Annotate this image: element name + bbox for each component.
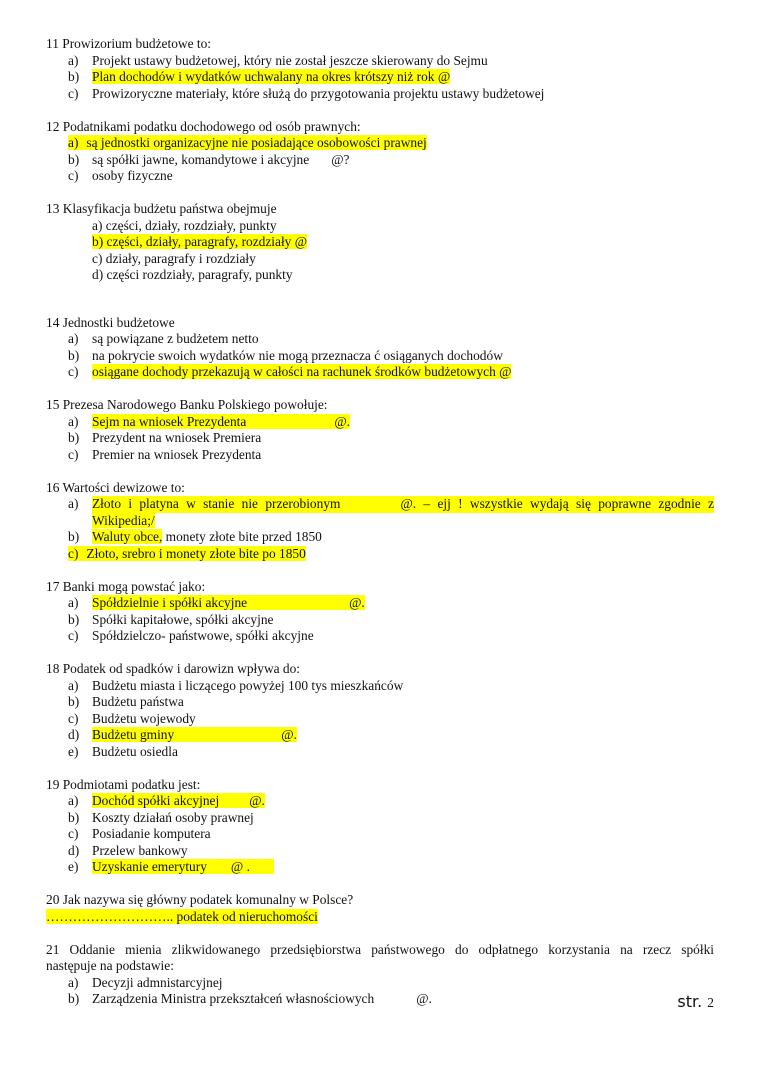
answer-text: Sejm na wniosek Prezydenta: [92, 413, 247, 429]
question-title: 14 Jednostki budżetowe: [46, 314, 175, 330]
answer-mark: @?: [331, 151, 350, 167]
answer-c: [46, 711, 714, 728]
answer-b: [46, 234, 714, 251]
answer-text: monety złote bite przed 1850: [162, 529, 322, 544]
answer-label: a): [68, 496, 79, 511]
answer-text: Zarządzenia Ministra przekształceń własnościowych: [92, 991, 375, 1006]
question-15: [46, 397, 714, 463]
answer-text: Prowizoryczne materiały, które służą do przygotowania projektu ustawy budżetowej: [92, 85, 545, 101]
question-title: 21 Oddanie mienia zlikwidowanego przedsiębiorstwa państwowego do odpłatnego korzystania na rzecz spółki: [46, 941, 714, 957]
answer-label: a): [68, 331, 79, 346]
answer-text-highlighted: Plan dochodów i wydatków uchwalany na okres krótszy niż rok @: [92, 69, 451, 84]
answer-text: osoby fizyczne: [92, 168, 173, 183]
question-11: [46, 36, 714, 102]
answer-label: b): [68, 809, 80, 825]
answer-text: Złoto i platyna w stanie nie przerobionym: [92, 496, 341, 511]
answer-b: [46, 348, 714, 365]
answer-text: Budżetu wojewody: [92, 710, 196, 726]
answer-text-highlighted: Waluty obce,: [92, 529, 163, 544]
answer-d: [46, 727, 714, 744]
answer-c: [46, 168, 714, 185]
answer-a: [46, 678, 714, 695]
question-18: [46, 661, 714, 760]
answer-highlight: [92, 793, 265, 808]
answer-comment: @. – ejj ! wszystkie wydają się poprawne zgodnie z: [400, 496, 714, 511]
answer-label: a): [68, 52, 79, 68]
answer-text: Projekt ustawy budżetowej, który nie został jeszcze skierowany do Sejmu: [92, 52, 488, 68]
answer-label: c): [68, 628, 79, 643]
answer-b: [46, 529, 714, 546]
question-title-continued: następuje na podstawie:: [46, 958, 174, 973]
answer-line: [46, 909, 714, 926]
answer-c: [46, 447, 714, 464]
answer-label: b): [68, 529, 80, 544]
answer-label: a): [68, 974, 79, 990]
answer-a: [46, 595, 714, 612]
question-title: 13 Klasyfikacja budżetu państwa obejmuje: [46, 201, 277, 216]
answer-label: d): [68, 842, 80, 858]
answer-a: [46, 331, 714, 348]
question-14: [46, 315, 714, 381]
answer-highlight: [68, 135, 427, 150]
answer-text: są jednostki organizacyjne nie posiadające osobowości prawnej: [86, 135, 427, 150]
answer-label: b): [68, 694, 80, 709]
answer-text: Dochód spółki akcyjnej: [92, 793, 220, 808]
answer-b: [46, 694, 714, 711]
answer-label: e): [68, 859, 79, 874]
answer-text: na pokrycie swoich wydatków nie mogą przeznacza ć osiąganych dochodów: [92, 347, 503, 363]
answer-c: c) działy, paragrafy i rozdziały: [92, 250, 256, 266]
answer-text: Koszty działań osoby prawnej: [92, 809, 254, 825]
answer-text: Budżetu osiedla: [92, 743, 178, 759]
answer-label: c): [68, 168, 79, 183]
answer-label: c): [68, 85, 79, 101]
answer-a: a) części, działy, rozdziały, punkty: [92, 217, 277, 233]
answer-highlight: [92, 496, 714, 513]
answer-text: Uzyskanie emerytury: [92, 859, 207, 874]
answer-e: [46, 859, 714, 876]
answer-text: Spółdzielczo- państwowe, spółki akcyjne: [92, 628, 314, 643]
answer-highlight: [68, 546, 306, 561]
answer-b: [46, 991, 714, 1008]
question-title: 16 Wartości dewizowe to:: [46, 479, 185, 495]
answer-text: Premier na wniosek Prezydenta: [92, 446, 262, 462]
answer-highlight: [92, 414, 350, 429]
question-title: 15 Prezesa Narodowego Banku Polskiego powołuje:: [46, 397, 328, 412]
answer-label: a): [68, 595, 79, 610]
answer-a: [46, 135, 714, 152]
answer-e: [46, 744, 714, 761]
answer-d: [46, 843, 714, 860]
answer-a: [46, 793, 714, 810]
answer-label: b): [68, 69, 80, 84]
answer-c: [46, 86, 714, 103]
question-title: 17 Banki mogą powstać jako:: [46, 578, 206, 594]
answer-text-highlighted: osiągane dochody przekazują w całości na rachunek środków budżetowych @: [92, 364, 512, 379]
page-number-value: 2: [707, 995, 714, 1010]
answer-text: Prezydent na wniosek Premiera: [92, 430, 262, 445]
answer-label: b): [68, 430, 80, 445]
question-title: 19 Podmiotami podatku jest:: [46, 776, 201, 792]
answer-label: b): [68, 151, 80, 167]
answer-text: Posiadanie komputera: [92, 826, 211, 841]
answer-mark: @ .: [230, 859, 250, 874]
question-title: 20 Jak nazywa się główny podatek komunalny w Polsce?: [46, 892, 354, 907]
answer-text: Złoto, srebro i monety złote bite po 1850: [86, 545, 306, 561]
page-prefix: str.: [677, 992, 703, 1011]
answer-text: Spółki kapitałowe, spółki akcyjne: [92, 611, 274, 627]
answer-label: e): [68, 743, 79, 759]
question-title: 18 Podatek od spadków i darowizn wpływa do:: [46, 661, 301, 676]
answer-label: c): [68, 826, 79, 841]
answer-label: a): [68, 677, 79, 693]
question-20: [46, 892, 714, 925]
answer-label: a): [68, 413, 79, 429]
answer-label: b): [68, 991, 80, 1006]
answer-text: są powiązane z budżetem netto: [92, 331, 259, 346]
answer-mark: @.: [249, 793, 265, 808]
answer-label: d): [68, 727, 80, 742]
answer-c: [46, 546, 714, 563]
answer-b: [46, 430, 714, 447]
answer-label: c): [68, 710, 79, 726]
answer-mark: @.: [281, 727, 297, 742]
answer-b: [46, 810, 714, 827]
answer-c: [46, 628, 714, 645]
answer-a: [46, 414, 714, 431]
answer-highlight: [92, 595, 365, 610]
answer-mark: @.: [334, 413, 351, 429]
answer-label: c): [68, 364, 79, 379]
answer-text: Budżetu państwa: [92, 694, 184, 709]
answer-d: d) części rozdziały, paragrafy, punkty: [92, 267, 293, 282]
answer-text: Spółdzielnie i spółki akcyjne: [92, 595, 248, 610]
answer-c: [46, 364, 714, 381]
answer-mark: @.: [349, 595, 365, 610]
answer-text-highlighted: ……………………….. podatek od nieruchomości: [46, 908, 318, 924]
question-12: [46, 119, 714, 185]
answer-text: Decyzji admnistarcyjnej: [92, 974, 223, 990]
answer-a: [46, 53, 714, 70]
answer-text: Budżetu gminy: [92, 727, 175, 742]
answer-label: a): [68, 793, 79, 808]
answer-comment-continued: Wikipedia;/: [92, 512, 155, 528]
answer-label: c): [68, 446, 79, 462]
answer-b: [46, 152, 714, 169]
question-13: [46, 201, 714, 284]
answer-highlight: [92, 859, 274, 874]
answer-b: [46, 69, 714, 86]
answer-a: [46, 975, 714, 992]
page-number: [677, 992, 714, 1011]
answer-text: Budżetu miasta i liczącego powyżej 100 tys mieszkańców: [92, 677, 404, 693]
answer-b: [46, 612, 714, 629]
answer-label: a): [68, 135, 79, 150]
answer-c: [46, 826, 714, 843]
answer-label: b): [68, 347, 80, 363]
answer-highlight: [92, 727, 297, 742]
question-16: [46, 480, 714, 563]
answer-label: b): [68, 611, 80, 627]
answer-label: c): [68, 545, 79, 561]
document-page: [46, 36, 714, 1024]
question-17: [46, 579, 714, 645]
answer-text: są spółki jawne, komandytowe i akcyjne: [92, 151, 310, 167]
answer-text: Przelew bankowy: [92, 842, 188, 858]
question-title: 12 Podatnikami podatku dochodowego od osób prawnych:: [46, 118, 361, 134]
answer-a: [46, 496, 714, 529]
answer-mark: @.: [416, 991, 432, 1006]
question-21: [46, 942, 714, 1008]
question-19: [46, 777, 714, 876]
question-title: 11 Prowizorium budżetowe to:: [46, 36, 211, 51]
answer-text-highlighted: b) części, działy, paragrafy, rozdziały @: [92, 234, 308, 249]
